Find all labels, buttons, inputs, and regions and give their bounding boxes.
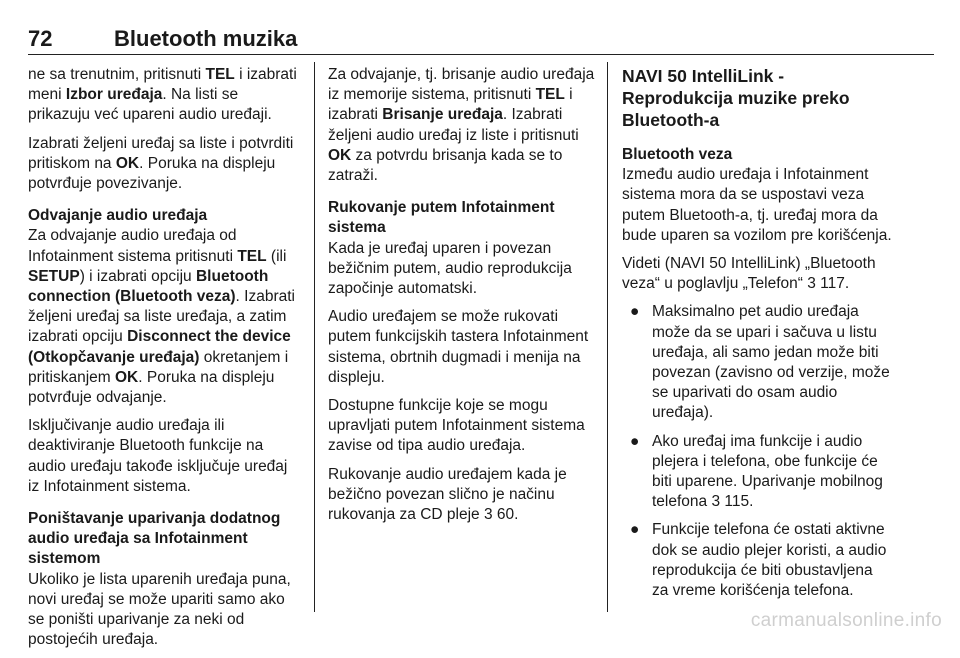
column-3 bbox=[622, 65, 892, 609]
column-2 bbox=[328, 65, 602, 533]
paragraph: Kada je uređaj uparen i povezan bežičnim putem, audio reprodukcija započinje automatski. bbox=[328, 239, 572, 298]
chapter-title: Bluetooth muzika bbox=[114, 26, 298, 51]
section-heading: Bluetooth veza bbox=[622, 146, 733, 163]
paragraph: Rukovanje audio uređajem kada je bežično povezan slično je načinu rukovanja za CD pleje 3 60. bbox=[328, 465, 567, 524]
bullet-list bbox=[622, 302, 892, 601]
section-heading: Odvajanje audio uređaja bbox=[28, 207, 208, 225]
header-divider bbox=[28, 54, 934, 55]
column-divider-1 bbox=[314, 62, 315, 612]
paragraph: Isključivanje audio uređaja ili deaktiviranje Bluetooth funkcije na audio uređaju takođe isključuje uređaj iz Infotainment sistema. bbox=[28, 417, 288, 495]
watermark: carmanualsonline.info bbox=[750, 610, 942, 631]
page-reference[interactable]: 3 60. bbox=[483, 506, 519, 524]
page-reference[interactable]: 3 117. bbox=[807, 275, 850, 293]
paragraph: Dostupne funkcije koje se mogu upravljati putem Infotainment sistema zavise od tipa audio uređaja. bbox=[328, 397, 585, 455]
bullet-icon: ● bbox=[630, 521, 640, 539]
page-header bbox=[28, 22, 934, 56]
section-heading: Poništavanje uparivanja dodatnog audio uređaja sa Infotainment sistemom bbox=[28, 510, 281, 568]
paragraph: Izabrati željeni uređaj sa liste i potvrditi pritiskom na OK. Poruka na displeju potvrđuje povezivanje. bbox=[28, 134, 294, 193]
paragraph: Videti (NAVI 50 IntelliLink) „Bluetooth veza“ u poglavlju „Telefon“ 3 117. bbox=[622, 255, 876, 293]
paragraph: Između audio uređaja i Infotainment sistema mora da se uspostavi veza putem Bluetooth-a, tj. uređaj mora da bude uparen sa vozilom pre korišćenja. bbox=[622, 166, 892, 244]
list-item: ● Maksimalno pet audio uređaja može da se upari i sačuva u listu uređaja, ali samo jedan može biti povezan (zavisno od verzije, može se uparivati do osam audio uređaja). bbox=[630, 303, 890, 422]
column-1 bbox=[28, 65, 302, 658]
paragraph: Audio uređajem se može rukovati putem funkcijskih tastera Infotainment sistema, obrtnih dugmadi i menija na displeju. bbox=[328, 308, 589, 386]
paragraph: Ukoliko je lista uparenih uređaja puna, novi uređaj se može upariti samo ako se poništi uparivanje za neki od postojećih uređaja. bbox=[28, 570, 291, 649]
bullet-icon: ● bbox=[630, 432, 640, 450]
paragraph: Za odvajanje, tj. brisanje audio uređaja iz memorije sistema, pritisnuti TEL i izabrati Brisanje uređaja. Izabrati željeni audio uređaj iz liste i pritisnuti OK za potvrdu brisanja kada se to zatraži. bbox=[328, 66, 595, 185]
list-item: ● Ako uređaj ima funkcije i audio plejera i telefona, obe funkcije će biti uparene. Uparivanje mobilnog telefona 3 115. bbox=[630, 432, 883, 511]
column-divider-2 bbox=[607, 62, 608, 612]
section-heading: Rukovanje putem Infotainment sistema bbox=[328, 199, 555, 237]
paragraph: Za odvajanje audio uređaja od Infotainment sistema pritisnuti TEL (ili SETUP) i izabrati opciju Bluetooth connection (Bluetooth veza). Izabrati željeni uređaj sa liste uređaja, a zatim izabrati opciju Disconnect the device (Otkopčavanje uređaja) okretanjem i pritiskanjem OK. Poruka na displeju potvrđuje odvajanje. bbox=[28, 227, 295, 407]
page-number: 72 bbox=[28, 26, 53, 51]
section-title: NAVI 50 IntelliLink - Reprodukcija muzike preko Bluetooth-a bbox=[622, 66, 850, 130]
bullet-icon: ● bbox=[630, 303, 640, 321]
paragraph: ne sa trenutnim, pritisnuti TEL i izabrati meni Izbor uređaja. Na listi se prikazuju već upareni audio uređaji. bbox=[28, 66, 297, 124]
list-item: ● Funkcije telefona će ostati aktivne dok se audio plejer koristi, a audio reprodukcija će biti obustavljena za vreme korišćenja telefona. bbox=[630, 521, 887, 600]
